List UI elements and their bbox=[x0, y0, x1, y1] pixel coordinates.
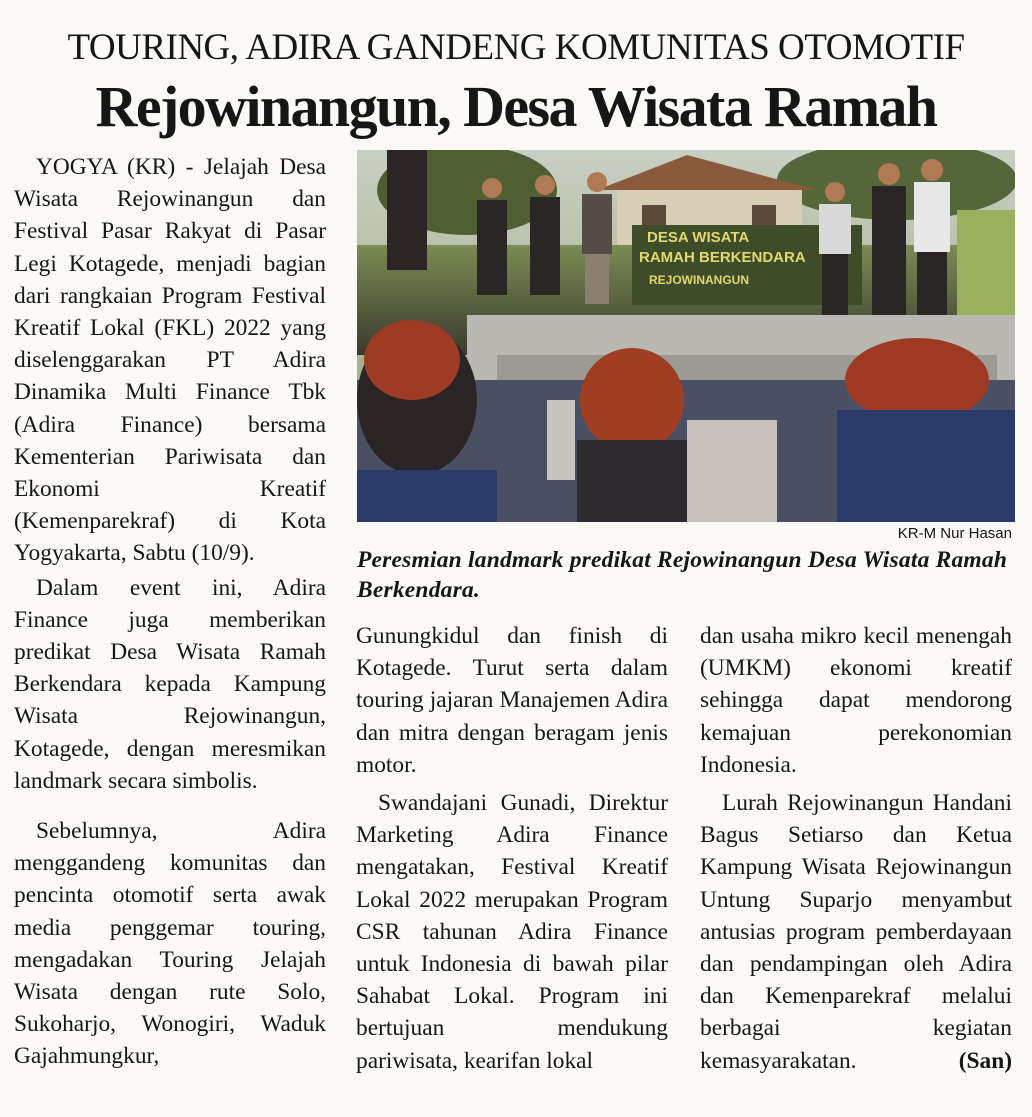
body-paragraph: Sebelumnya, Adira menggandeng komunitas dan pencinta otomotif serta awak media penggemar touring, mengadakan Touring Jelajah Wisata dengan rute Solo, Sukoharjo, Wonogiri, Waduk Gajahmungkur, bbox=[14, 818, 326, 1070]
body-column-3 bbox=[700, 620, 1012, 1077]
byline: (San) bbox=[958, 1047, 1012, 1074]
body-paragraph: Gunungkidul dan finish di Kotagede. Turut serta dalam touring jajaran Manajemen Adira dan mitra dengan beragam jenis motor. bbox=[356, 623, 668, 778]
body-paragraph: dan usaha mikro kecil menengah (UMKM) ekonomi kreatif sehingga dapat mendorong kemajuan perekonomian Indonesia. bbox=[700, 623, 1012, 778]
body-paragraph-text: Lurah Rejowinangun Handani Bagus Setiarso dan Ketua Kampung Wisata Rejowinangun Untung Suparjo menyambut antusias program pemberdayaan dan pendampingan oleh Adira dan Kemenparekraf melalui berbagai kegiatan kemasyarakatan. bbox=[700, 790, 1012, 1074]
body-paragraph bbox=[700, 787, 1012, 1077]
news-photo bbox=[357, 150, 1015, 522]
body-paragraph: Dalam event ini, Adira Finance juga memberikan predikat Desa Wisata Ramah Berkendara kepada Kampung Wisata Rejowinangun, Kotagede, dengan meresmikan landmark secara simbolis. bbox=[14, 574, 326, 794]
body-column-2 bbox=[356, 620, 668, 1077]
body-column-1 bbox=[14, 151, 326, 1073]
banner-text-line-1: DESA WISATA bbox=[647, 229, 750, 246]
photo-credit: KR-M Nur Hasan bbox=[897, 525, 1012, 542]
main-headline: Rejowinangun, Desa Wisata Ramah bbox=[95, 74, 937, 139]
body-paragraph: YOGYA (KR) - Jelajah Desa Wisata Rejowinangun dan Festival Pasar Rakyat di Pasar Legi Kotagede, menjadi bagian dari rangkaian Program Festival Kreatif Lokal (FKL) 2022 yang diselenggarakan PT Adira Dinamika Multi Finance Tbk (Adira Finance) bersama Kementerian Pariwisata dan Ekonomi Kreatif (Kemenparekraf) di Kota Yogyakarta, Sabtu (10/9). bbox=[14, 154, 326, 567]
banner-text-line-3: REJOWINANGUN bbox=[649, 273, 750, 287]
kicker-headline: TOURING, ADIRA GANDENG KOMUNITAS OTOMOTIF bbox=[67, 27, 965, 68]
body-paragraph: Swandajani Gunadi, Direktur Marketing Adira Finance mengatakan, Festival Kreatif Lokal 2022 merupakan Program CSR tahunan Adira Finance untuk Indonesia di bawah pilar Sahabat Lokal. Program ini bertujuan mendukung pariwisata, kearifan lokal bbox=[356, 790, 668, 1074]
photo-caption: Peresmian landmark predikat Rejowinangun Desa Wisata Ramah Berkendara. bbox=[357, 547, 1008, 603]
banner-text-line-2: RAMAH BERKENDARA bbox=[639, 249, 806, 266]
